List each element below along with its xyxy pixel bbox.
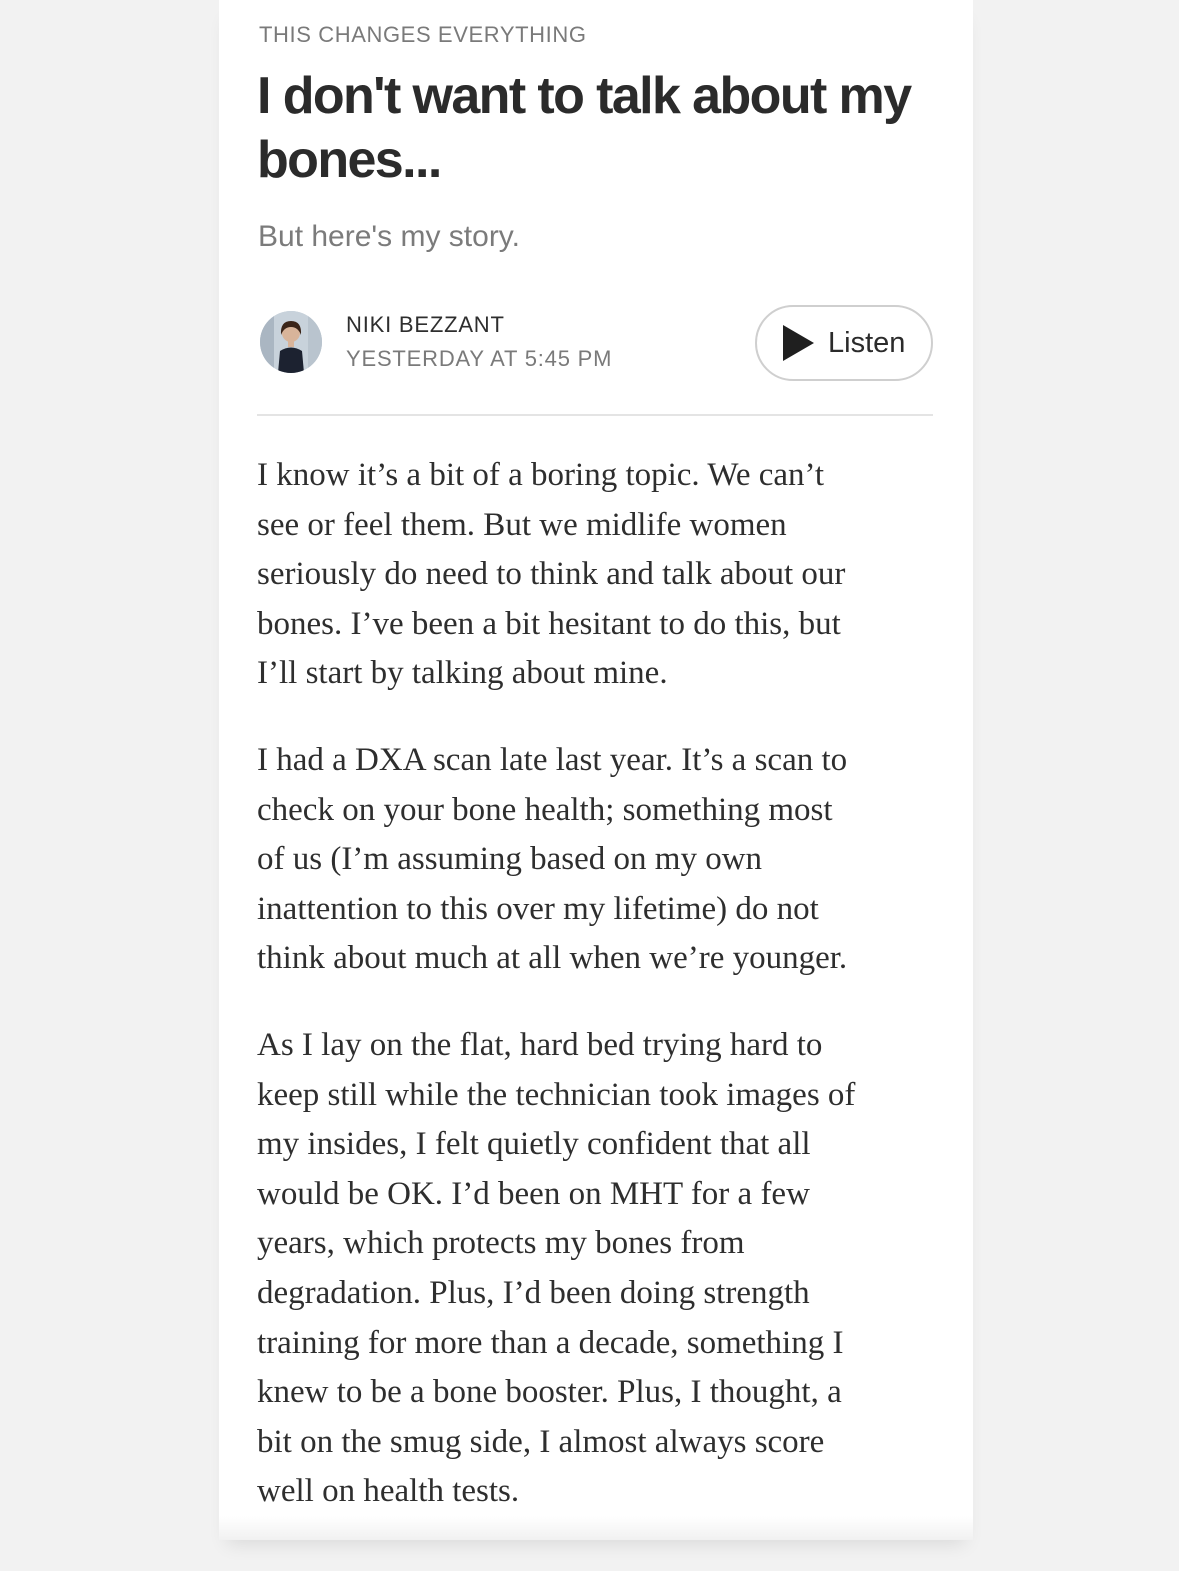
article-page bbox=[219, 0, 973, 1540]
page-bottom-shadow bbox=[219, 1516, 973, 1540]
text-line: well on health tests. bbox=[257, 1473, 520, 1510]
text-line: my insides, I felt quietly confident that all bbox=[257, 1126, 811, 1163]
text-line: would be OK. I’d been on MHT for a few bbox=[257, 1175, 810, 1212]
play-icon bbox=[783, 325, 814, 361]
text-line: check on your bone health; something most bbox=[257, 791, 833, 828]
paragraph-2 bbox=[257, 736, 947, 984]
author-avatar[interactable] bbox=[260, 311, 322, 373]
text-line: keep still while the technician took images of bbox=[257, 1076, 856, 1113]
article-subtitle: But here's my story. bbox=[258, 220, 520, 253]
byline-divider bbox=[257, 414, 933, 416]
publish-date: YESTERDAY AT 5:45 PM bbox=[346, 346, 613, 371]
text-line: bit on the smug side, I almost always score bbox=[257, 1423, 825, 1460]
text-line: As I lay on the flat, hard bed trying hard to bbox=[257, 1026, 823, 1063]
article-title: I don't want to talk about my bones... bbox=[257, 67, 911, 189]
listen-label: Listen bbox=[828, 326, 906, 359]
text-line: training for more than a decade, something I bbox=[257, 1324, 844, 1361]
text-line: degradation. Plus, I’d been doing strength bbox=[257, 1274, 810, 1311]
text-line: of us (I’m assuming based on my own bbox=[257, 841, 763, 878]
paragraph-1 bbox=[257, 451, 947, 699]
text-line: think about much at all when we’re younger. bbox=[257, 940, 848, 977]
text-line: see or feel them. But we midlife women bbox=[257, 506, 787, 543]
paragraph-3 bbox=[257, 1021, 947, 1517]
text-line: knew to be a bone booster. Plus, I thought, a bbox=[257, 1374, 842, 1411]
text-line: inattention to this over my lifetime) do not bbox=[257, 890, 819, 927]
text-line: years, which protects my bones from bbox=[257, 1225, 745, 1262]
text-line: I had a DXA scan late last year. It’s a scan to bbox=[257, 741, 848, 778]
author-name[interactable]: NIKI BEZZANT bbox=[346, 312, 505, 337]
byline bbox=[257, 305, 933, 385]
avatar-photo-icon bbox=[260, 311, 322, 373]
text-line: seriously do need to think and talk about our bbox=[257, 556, 846, 593]
section-kicker[interactable]: THIS CHANGES EVERYTHING bbox=[259, 22, 587, 47]
listen-button[interactable] bbox=[755, 305, 933, 381]
text-line: I know it’s a bit of a boring topic. We can’t bbox=[257, 457, 825, 493]
text-line: I’ll start by talking about mine. bbox=[257, 655, 668, 692]
article-body bbox=[257, 451, 947, 1554]
text-line: bones. I’ve been a bit hesitant to do this, but bbox=[257, 605, 841, 642]
